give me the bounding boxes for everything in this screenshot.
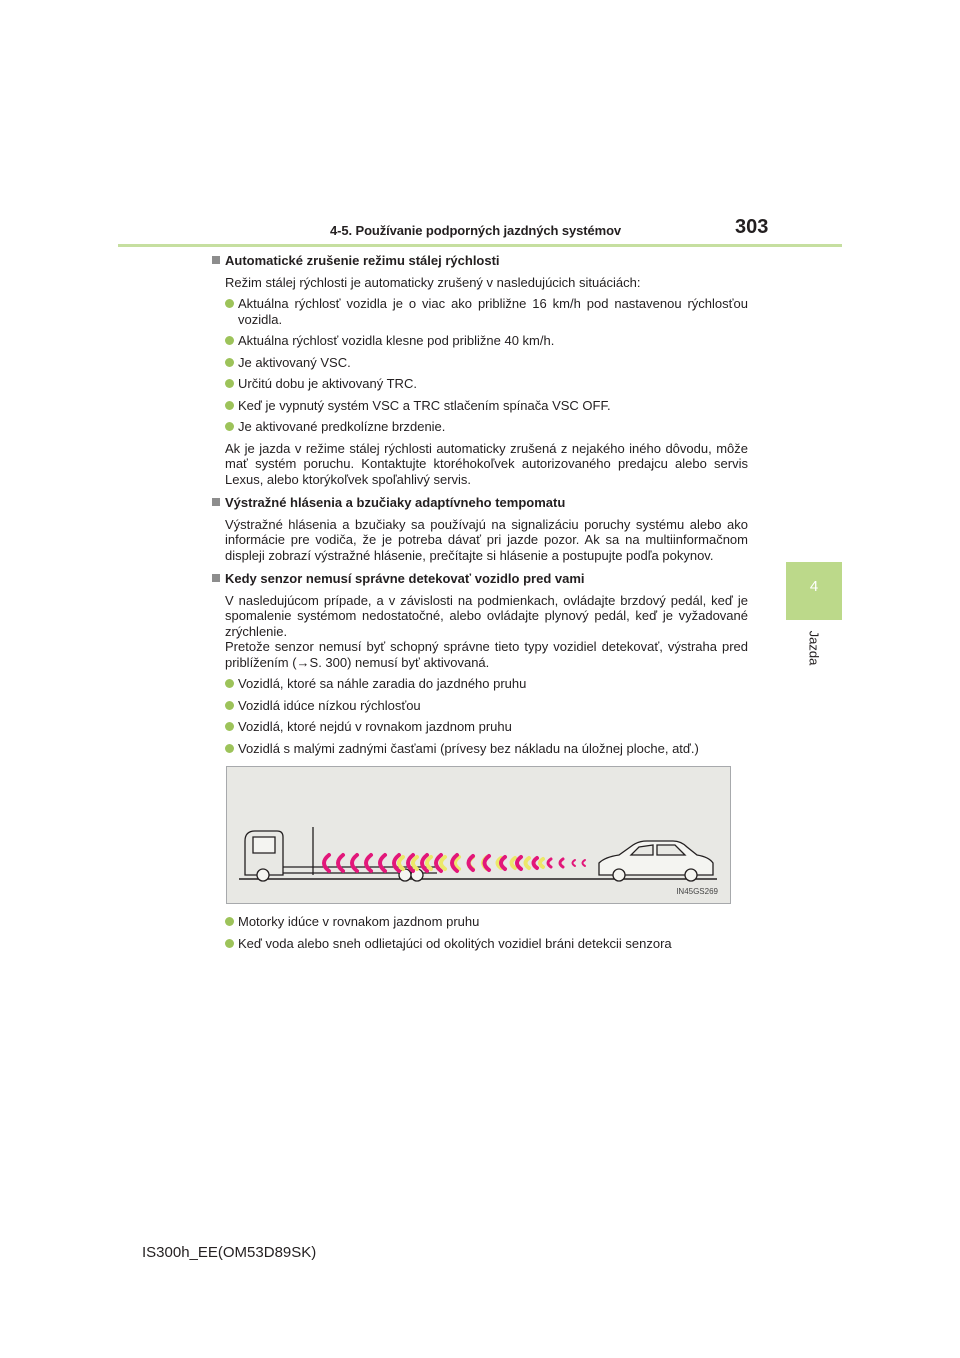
page-number: 303: [735, 216, 769, 238]
bullet-dot-icon: [225, 744, 234, 753]
chapter-number: 4: [809, 578, 819, 595]
square-bullet-icon: [212, 256, 220, 264]
chapter-label: Jazda: [806, 630, 822, 666]
list-item: Keď voda alebo sneh odlietajúci od okolitých vozidiel bráni detekcii senzora: [212, 936, 748, 952]
bullet-dot-icon: [225, 401, 234, 410]
paragraph: Výstražné hlásenia a bzučiaky sa používajú na signalizáciu poruchy systému alebo ako informácie pre vodiča, že je potreba dávať pri jazde pozor. Ak sa na multiinformačnom displeji zobrazí výstražné hlásenie, prečítajte si hlásenie a postupujte podľa pokynov.: [225, 516, 748, 563]
radar-illustration: [227, 767, 730, 903]
section-warnings: [212, 495, 748, 563]
footer-model-code: IS300h_EE(OM53D89SK): [142, 1244, 317, 1261]
list-item: Aktuálna rýchlosť vozidla je o viac ako približne 16 km/h pod nastavenou rýchlosťou vozidla.: [212, 296, 748, 327]
bullet-dot-icon: [225, 679, 234, 688]
radar-waves-icon: [324, 855, 585, 871]
bullet-dot-icon: [225, 422, 234, 431]
list-item: Vozidlá, ktoré sa náhle zaradia do jazdného pruhu: [212, 676, 748, 692]
paragraph: Ak je jazda v režime stálej rýchlosti automaticky zrušená z nejakého iného dôvodu, môže mať systém poruchu. Kontaktujte ktoréhokoľvek autorizovaného predajcu alebo servis Lexus, alebo ktorýkoľvek spoľahlivý servis.: [225, 440, 748, 487]
list-item: Vozidlá s malými zadnými časťami (prívesy bez nákladu na úložnej ploche, atď.): [212, 741, 748, 757]
bullet-dot-icon: [225, 379, 234, 388]
square-bullet-icon: [212, 498, 220, 506]
section-heading: Výstražné hlásenia a bzučiaky adaptívneho tempomatu: [212, 495, 748, 511]
list-item: Určitú dobu je aktivovaný TRC.: [212, 376, 748, 392]
illustration-truck-and-car: [226, 766, 731, 904]
list-item: Motorky idúce v rovnakom jazdnom pruhu: [212, 914, 748, 930]
section-heading: Kedy senzor nemusí správne detekovať vozidlo pred vami: [212, 571, 748, 587]
paragraph: Režim stálej rýchlosti je automaticky zrušený v nasledujúcich situáciách:: [225, 274, 641, 290]
list-item: Je aktivované predkolízne brzdenie.: [212, 419, 748, 435]
header-title: 4-5. Používanie podporných jazdných systémov: [330, 223, 622, 238]
bullet-dot-icon: [225, 917, 234, 926]
section-sensor-detection: [212, 571, 748, 951]
bullet-dot-icon: [225, 722, 234, 731]
square-bullet-icon: [212, 574, 220, 582]
bullet-dot-icon: [225, 336, 234, 345]
figure-code: IN45GS269: [676, 886, 718, 896]
page-content: [212, 253, 748, 959]
bullet-dot-icon: [225, 939, 234, 948]
car-icon: [599, 841, 713, 881]
chapter-tab[interactable]: [786, 562, 842, 620]
bullet-dot-icon: [225, 299, 234, 308]
list-item: Je aktivovaný VSC.: [212, 355, 748, 371]
list-item: Aktuálna rýchlosť vozidla klesne pod približne 40 km/h.: [212, 333, 748, 349]
list-item: Vozidlá, ktoré nejdú v rovnakom jazdnom pruhu: [212, 719, 748, 735]
section-auto-cancel: [212, 253, 748, 487]
header-rule: [118, 244, 842, 247]
truck-icon: [245, 827, 437, 881]
bullet-dot-icon: [225, 358, 234, 367]
list-item: Vozidlá idúce nízkou rýchlosťou: [212, 698, 748, 714]
bullet-dot-icon: [225, 701, 234, 710]
list-item: Keď je vypnutý systém VSC a TRC stlačením spínača VSC OFF.: [212, 398, 748, 414]
paragraph: V nasledujúcom prípade, a v závislosti na podmienkach, ovládajte brzdový pedál, keď je spomalenie systémom nedostatočné, alebo ovládajte plynový pedál, keď je vyžadované zrýchlenie. Pretože senzor nemusí byť schopný správne tieto typy vozidiel detekovať, výstraha pred priblížením (→S. 300) nemusí byť aktivovaná.: [225, 592, 748, 670]
section-heading: Automatické zrušenie režimu stálej rýchlosti: [212, 253, 748, 269]
